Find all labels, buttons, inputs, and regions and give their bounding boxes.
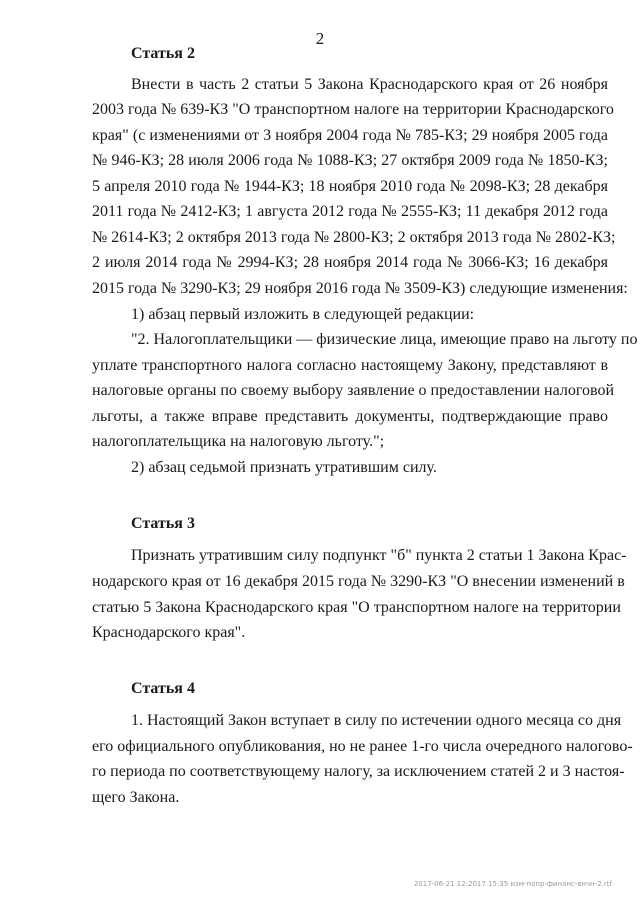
page-number: 2	[315, 29, 325, 48]
article-4-line: 1. Настоящий Закон вступает в силу по истечении одного месяца со дня	[131, 712, 622, 729]
file-footer: 2017-06-21 12:2017 15:35 изм-попр-финанс-внчн-2.rtf	[413, 880, 612, 888]
article-2-heading: Статья 2	[131, 45, 195, 62]
article-4-line: щего Закона.	[92, 789, 180, 806]
article-2-line: 2 июля 2014 года № 2994-КЗ; 28 ноября 2014 года № 3066-КЗ; 16 декабря	[92, 254, 608, 271]
article-3-heading: Статья 3	[131, 515, 195, 532]
article-2-line: № 946-КЗ; 28 июля 2006 года № 1088-КЗ; 27 октября 2009 года № 1850-КЗ;	[92, 152, 608, 169]
article-4-heading: Статья 4	[131, 680, 195, 697]
article-2-line: 2) абзац седьмой признать утратившим силу.	[131, 459, 437, 476]
article-2-line: 2015 года № 3290-КЗ; 29 ноября 2016 года № 3509-КЗ) следующие изменения:	[92, 280, 628, 297]
article-3-line: Признать утратившим силу подпункт "б" пункта 2 статьи 1 Закона Крас-	[131, 547, 627, 564]
article-2-line: уплате транспортного налога согласно настоящему Закону, представляют в	[92, 357, 608, 374]
article-2-line: 5 апреля 2010 года № 1944-КЗ; 18 ноября 2010 года № 2098-КЗ; 28 декабря	[92, 178, 608, 195]
article-2-line: "2. Налогоплательщики — физические лица, имеющие право на льготу по	[131, 331, 638, 348]
article-2-line: Внести в часть 2 статьи 5 Закона Краснодарского края от 26 ноября	[131, 76, 608, 93]
article-4-line: его официального опубликования, но не ранее 1-го числа очередного налогово-	[92, 738, 633, 755]
article-3-line: нодарского края от 16 декабря 2015 года № 3290-КЗ "О внесении изменений в	[92, 573, 625, 590]
article-2-line: № 2614-КЗ; 2 октября 2013 года № 2800-КЗ; 2 октября 2013 года № 2802-КЗ;	[92, 229, 616, 246]
article-2-line: края" (с изменениями от 3 ноября 2004 года № 785-КЗ; 29 ноября 2005 года	[92, 127, 608, 144]
article-2-line: 2011 года № 2412-КЗ; 1 августа 2012 года № 2555-КЗ; 11 декабря 2012 года	[92, 203, 608, 220]
article-2-line: льготы, а также вправе представить документы, подтверждающие право	[92, 408, 608, 425]
article-2-line: налогоплательщика на налоговую льготу.";	[92, 433, 385, 450]
article-4-line: го периода по соответствующему налогу, за исключением статей 2 и 3 настоя-	[92, 763, 625, 780]
article-2-line: налоговые органы по своему выбору заявление о предоставлении налоговой	[92, 382, 614, 399]
article-3-line: Краснодарского края".	[92, 624, 246, 641]
article-2-line: 2003 года № 639-КЗ "О транспортном налоге на территории Краснодарского	[92, 101, 614, 118]
article-2-line: 1) абзац первый изложить в следующей редакции:	[131, 306, 475, 323]
article-3-line: статью 5 Закона Краснодарского края "О транспортном налоге на территории	[92, 599, 621, 616]
